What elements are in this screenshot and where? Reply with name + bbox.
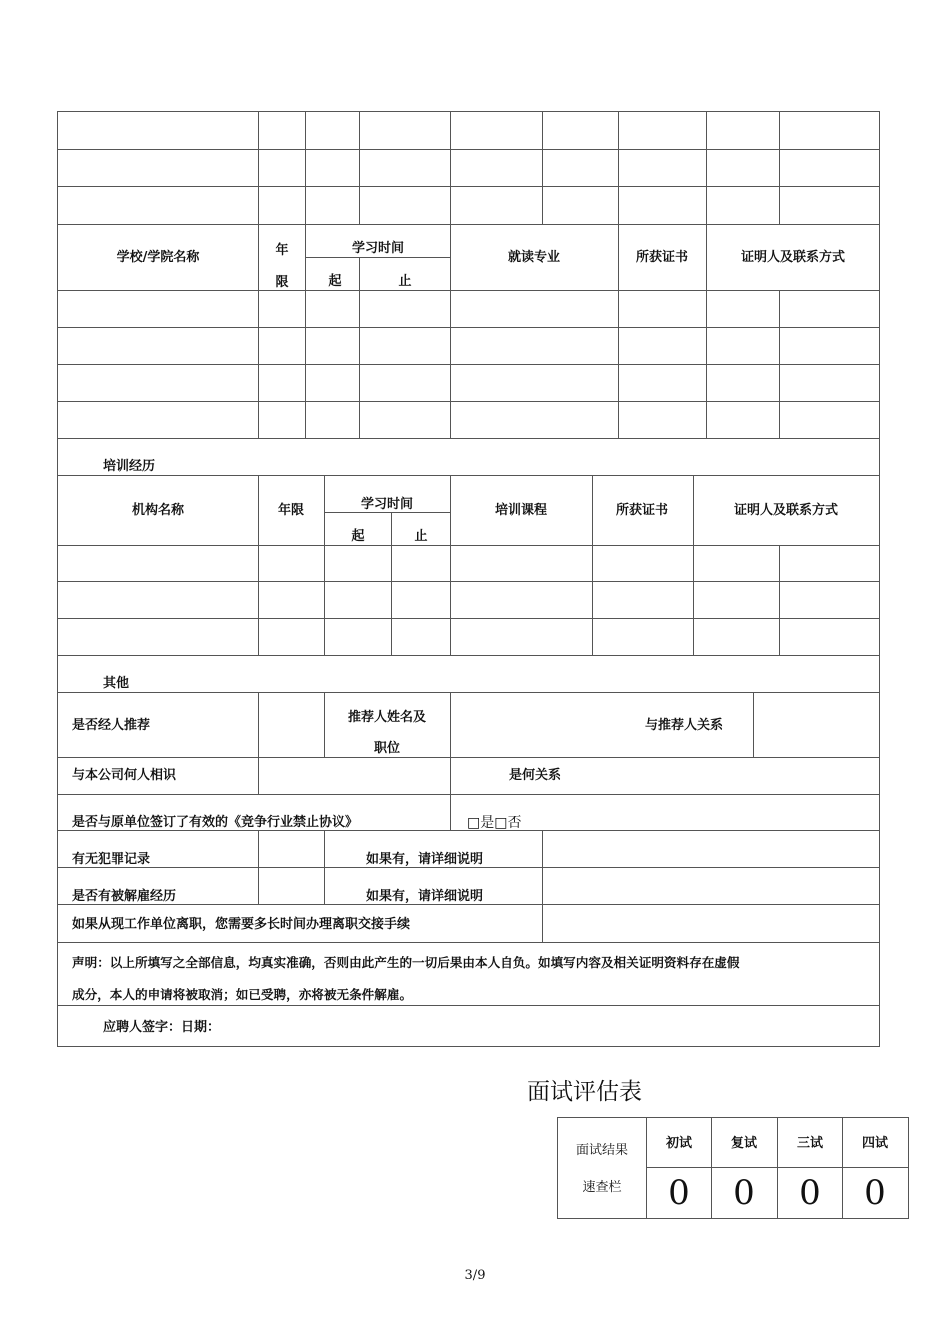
acquaintance-label: 与本公司何人相识 — [72, 768, 177, 783]
referrer-name-label-2: 职位 — [373, 741, 401, 756]
score-third[interactable]: 0 — [799, 1173, 821, 1213]
edu-col-cert: 所获证书 — [635, 250, 689, 265]
other-section-title: 其他 — [103, 676, 130, 691]
referrer-relation-label: 与推荐人关系 — [644, 718, 724, 733]
handover-label: 如果从现工作单位离职，您需要多长时间办理离职交接手续 — [72, 917, 411, 932]
round-first: 初试 — [665, 1136, 693, 1151]
interview-title: 面试评估表 — [527, 1079, 642, 1105]
referrer-name-label-1: 推荐人姓名及 — [347, 710, 427, 725]
criminal-detail-label: 如果有，请详细说明 — [366, 852, 484, 867]
score-first[interactable]: 0 — [668, 1173, 690, 1213]
round-second: 复试 — [730, 1136, 758, 1151]
training-section-title: 培训经历 — [103, 459, 156, 474]
edu-col-years-2: 限 — [275, 275, 289, 290]
page-number: 3/9 — [464, 1268, 486, 1283]
edu-col-study-time: 学习时间 — [351, 241, 405, 256]
training-col-start: 起 — [351, 529, 365, 544]
edu-col-start: 起 — [328, 274, 342, 289]
training-col-end: 止 — [414, 529, 428, 544]
relation-label: 是何关系 — [508, 768, 562, 783]
noncompete-checkboxes[interactable]: □是□否 — [467, 815, 522, 831]
dismissed-label: 是否有被解雇经历 — [72, 889, 177, 904]
edu-col-school: 学校/学院名称 — [116, 250, 200, 265]
criminal-label: 有无犯罪记录 — [72, 852, 151, 867]
interview-result-label-1: 面试结果 — [575, 1143, 629, 1158]
edu-col-major: 就读专业 — [507, 250, 561, 265]
training-col-course: 培训课程 — [494, 503, 548, 518]
score-second[interactable]: 0 — [733, 1173, 755, 1213]
round-third: 三试 — [796, 1136, 824, 1151]
noncompete-label: 是否与原单位签订了有效的《竞争行业禁止协议》 — [72, 815, 359, 830]
dismissed-detail-label: 如果有，请详细说明 — [366, 889, 484, 904]
round-fourth: 四试 — [861, 1136, 889, 1151]
referral-label: 是否经人推荐 — [72, 718, 151, 733]
score-fourth[interactable]: 0 — [864, 1173, 886, 1213]
signature-label: 应聘人签字：日期： — [103, 1020, 221, 1035]
declaration-line-1: 声明：以上所填写之全部信息，均真实准确，否则由此产生的一切后果由本人自负。如填写内容及相关证明资料存在虚假 — [72, 955, 740, 970]
training-col-years: 年限 — [277, 503, 305, 518]
training-col-witness: 证明人及联系方式 — [733, 503, 839, 518]
edu-col-end: 止 — [398, 274, 412, 289]
training-col-org: 机构名称 — [131, 503, 185, 518]
declaration-line-2: 成分，本人的申请将被取消；如已受聘，亦将被无条件解雇。 — [72, 987, 413, 1002]
training-col-cert: 所获证书 — [615, 503, 669, 518]
edu-col-witness: 证明人及联系方式 — [740, 250, 846, 265]
edu-col-years-1: 年 — [275, 243, 289, 258]
interview-result-label-2: 速查栏 — [582, 1180, 622, 1195]
training-col-study-time: 学习时间 — [360, 497, 414, 512]
